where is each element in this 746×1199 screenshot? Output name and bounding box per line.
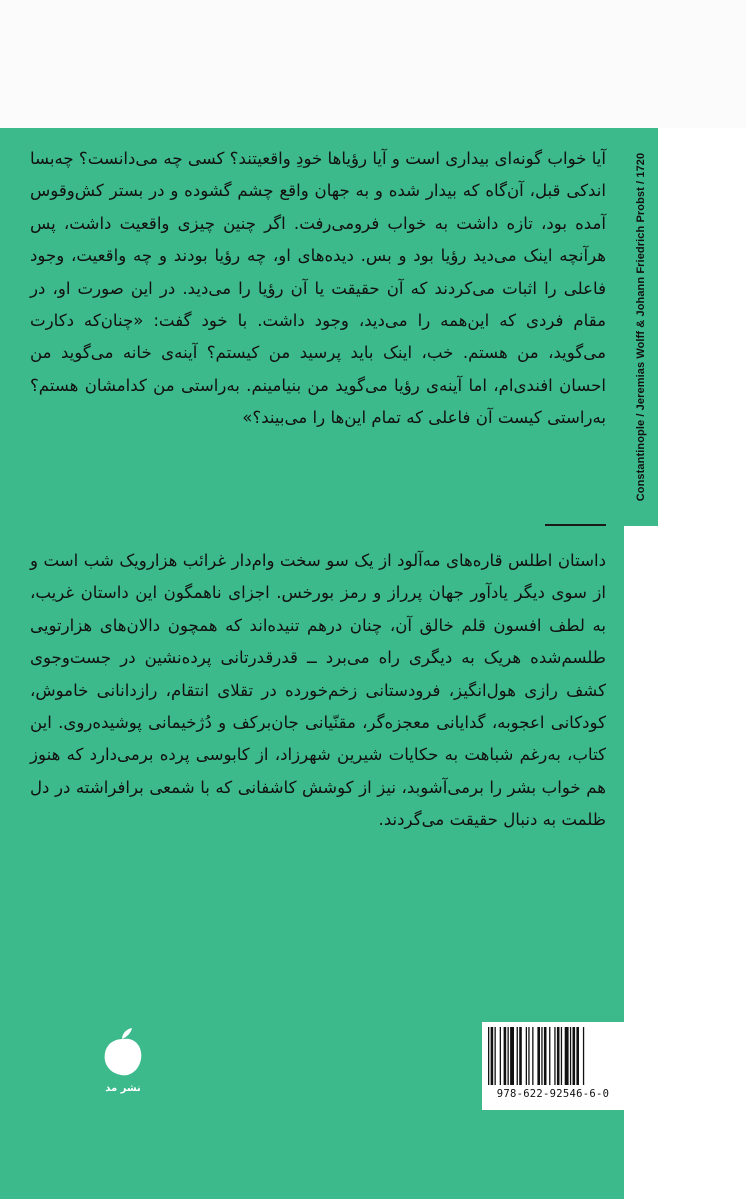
- divider-line: [545, 524, 606, 526]
- spine-title: Constantinople / Jeremias Wolff & Johann Friedrich Probst / 1720: [635, 152, 647, 502]
- publisher-name: نشر مد: [105, 1083, 141, 1094]
- barcode: [482, 1022, 624, 1110]
- blurb-paragraph-quote: آیا خواب گونه‌ای بیداری است و آیا رؤیاها خودِ واقعیتند؟ کسی چه می‌دانست؟ چه‌بسا اندکی قبل، آن‌گاه که بیدار شده و به جهان واقع چشم گشوده و در بستر کش‌وقوس آمده بود، تازه داشت به خواب فرومی‌رفت. اگر چنین چیزی واقعیت داشت، پس هرآنچه اینک می‌دید رؤیا بود و بس. دیده‌های او، چه رؤیا بودند و چه واقعیت، وجود فاعلی را اثبات می‌کردند که آن حقیقت یا آن رؤیا را می‌دید. در این صورت او، در مقام فردی که این‌همه را می‌دید، وجود داشت. با خود گفت: «چنان‌که دکارت می‌گوید، من هستم. خب، اینک باید پرسید من کیستم؟ آینه‌ی خانه می‌گوید من احسان افندی‌ام، اما آینه‌ی رؤیا می‌گوید من بنیامینم. به‌راستی من کدامشان هستم؟ به‌راستی کیست آن فاعلی که تمام این‌ها را می‌بیند؟»: [30, 149, 606, 428]
- publisher-logo-icon: [101, 1027, 145, 1077]
- blurb-paragraph-description: داستان اطلس قاره‌های مه‌آلود از یک سو سخت وام‌دار غرائب هزارویک شب است و از سوی دیگر یادآور جهان پرراز و رمز بورخس. اجزای ناهمگون این داستان غریب، به لطف افسون قلم خالق آن، چنان درهم تنیده‌اند که همچون دالان‌های هزارتویی طلسم‌شده هریک به دیگری راه می‌برد ــ قدرقدرتانی پرده‌نشین در جست‌وجوی کشف رازی هول‌انگیز، فرودستانی زخم‌خورده در تقلای انتقام، رازدانانی خاموش، کودکانی اعجوبه، گدایانی معجزه‌گر، مقنّیانی جان‌برکف و دُژخیمانی پوشیده‌روی. این کتاب، به‌رغم شباهت به حکایات شیرین شهرزاد، از کابوسی پرده برمی‌دارد که هنوز هم خواب بشر را برمی‌آشوبد، نیز از کوشش کاشفانی که با شمعی برافراشته در دل ظلمت به دنبال حقیقت می‌گردند.: [30, 551, 606, 830]
- barcode-bars: [488, 1027, 618, 1085]
- isbn-number: 978-622-92546-6-0: [496, 1088, 610, 1100]
- top-margin: [0, 0, 746, 128]
